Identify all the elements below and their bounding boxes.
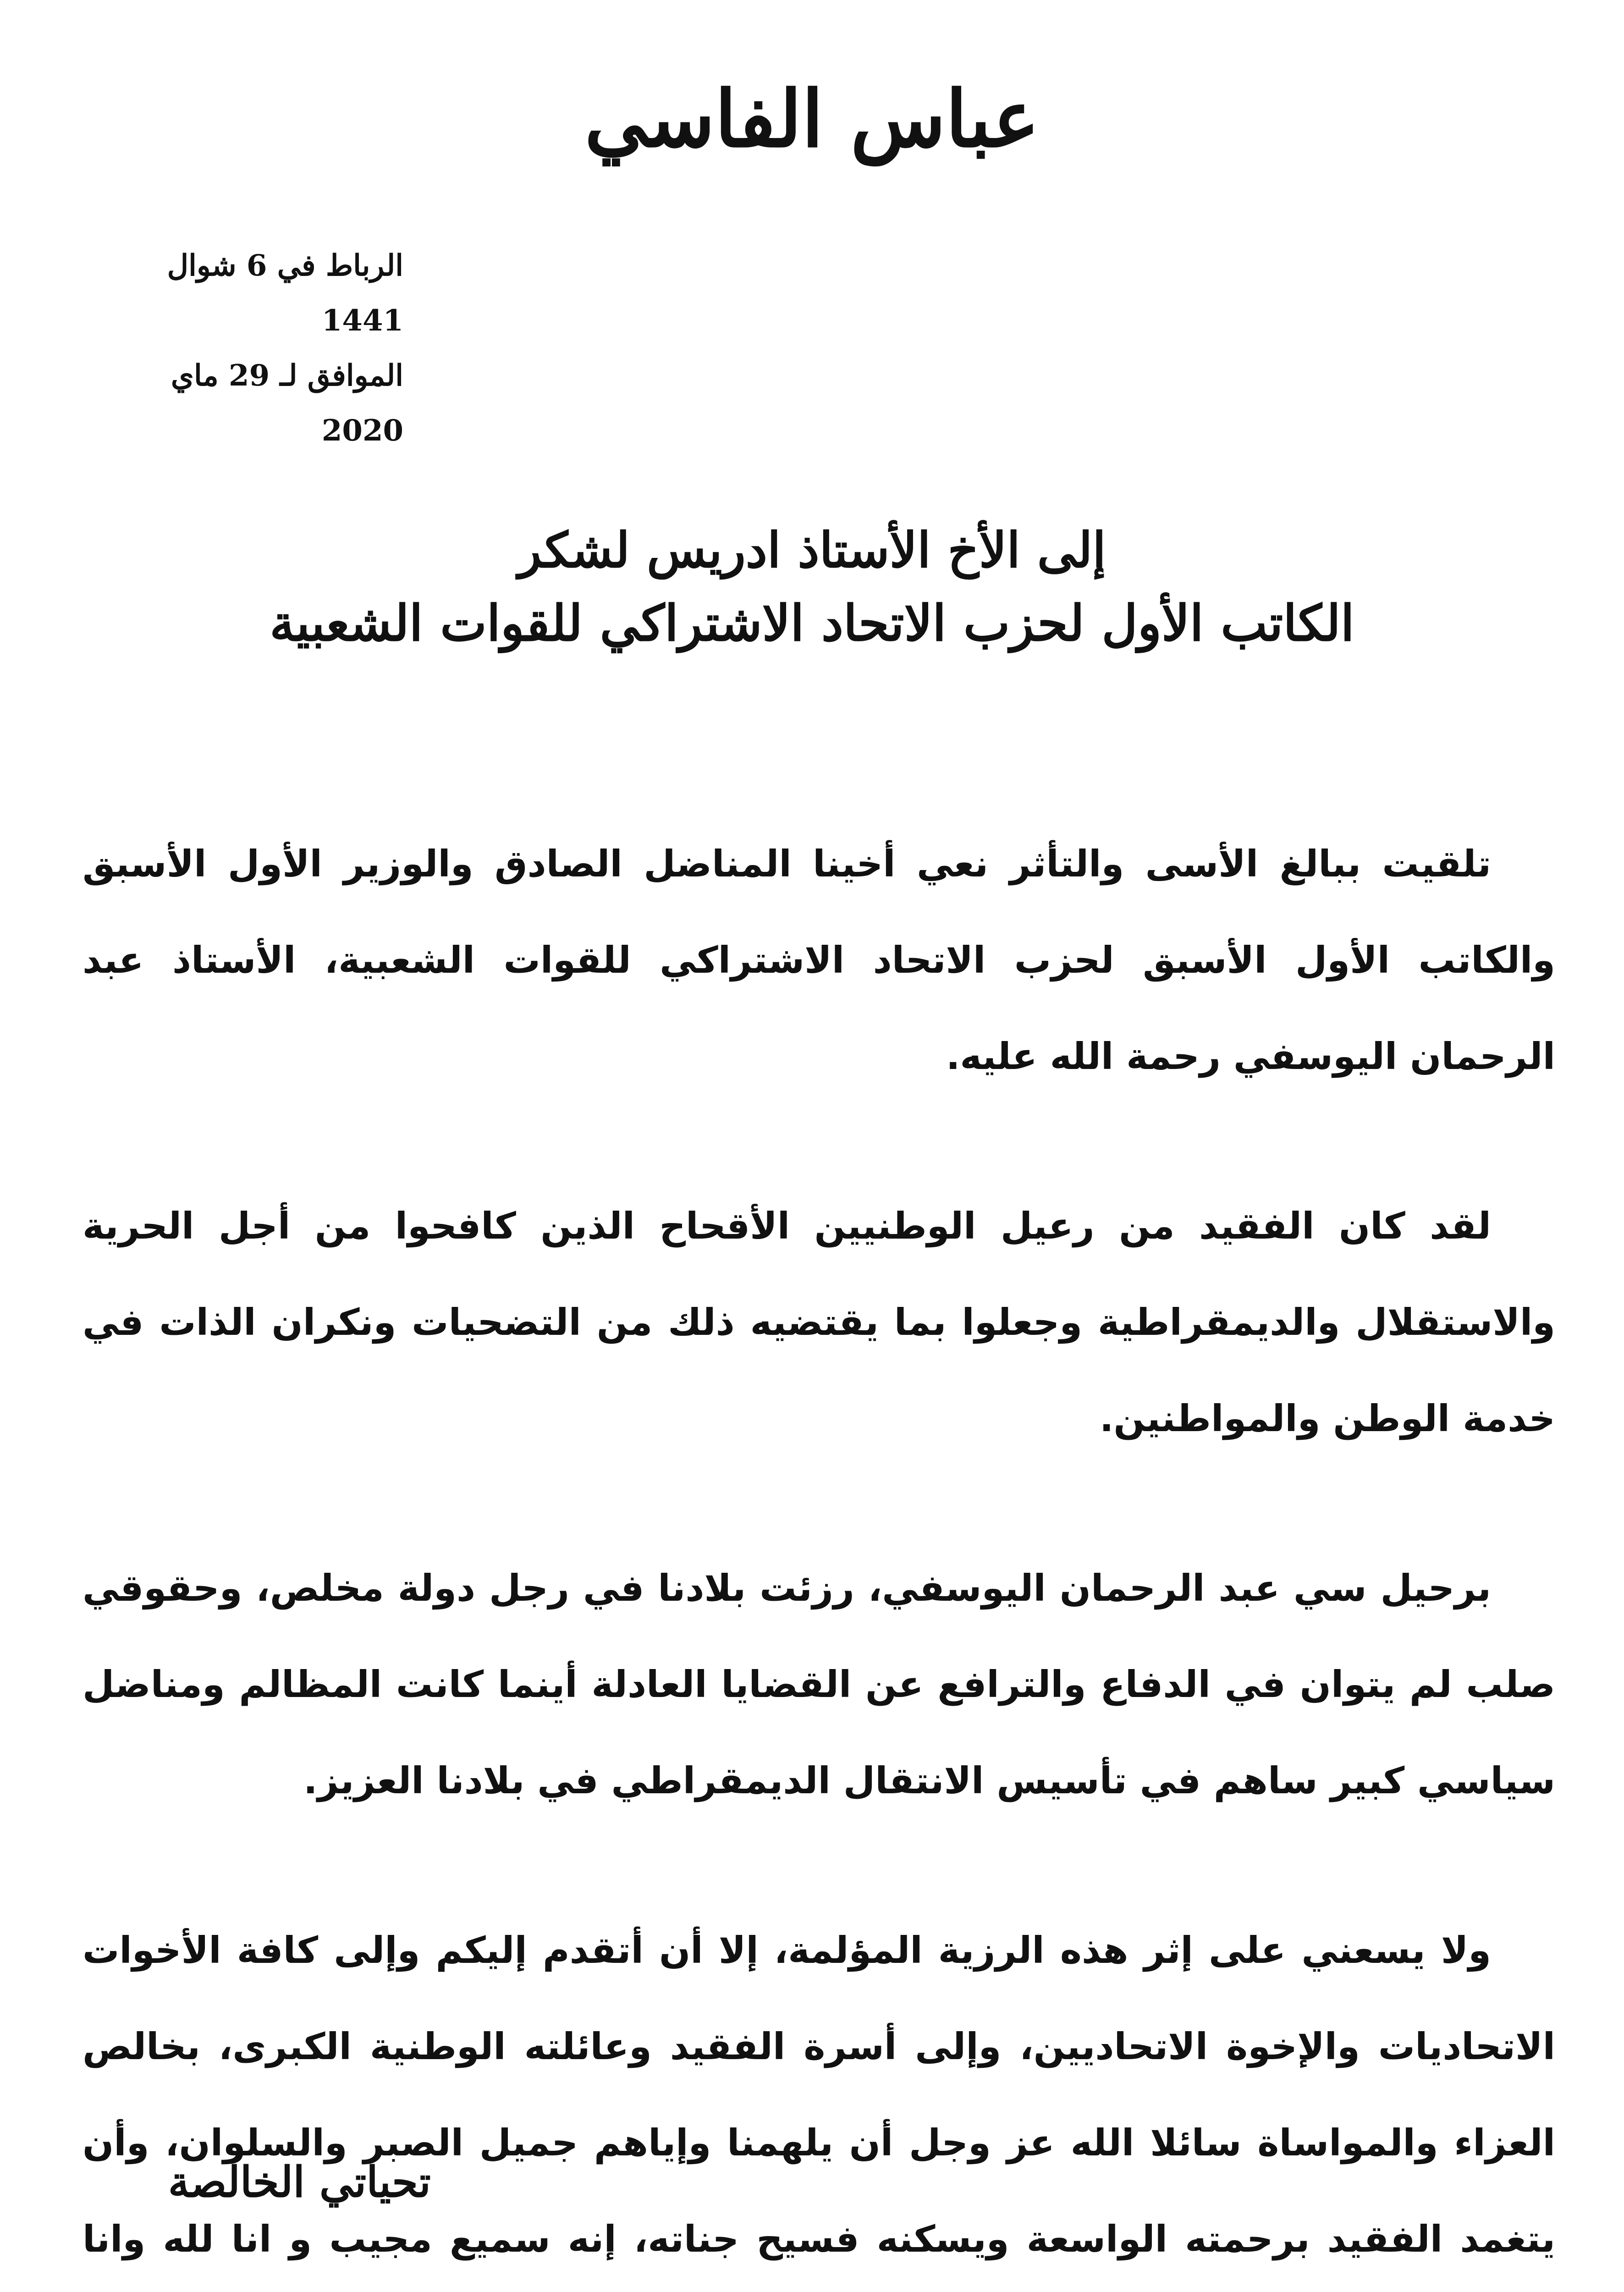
recipient-block	[0, 513, 1624, 660]
body-paragraph: تلقيت ببالغ الأسى والتأثر نعي أخينا المناضل الصادق والوزير الأول الأسبق والكاتب الأول الأسبق لحزب الاتحاد الاشتراكي للقوات الشعبية، الأستاذ عبد الرحمان اليوسفي رحمة الله عليه.	[83, 843, 1555, 1078]
letterhead-name: عباس الفاسي	[584, 73, 1040, 165]
hijri-date: الرباط في 6 شوال 1441	[167, 248, 403, 338]
recipient-name: إلى الأخ الأستاذ ادريس لشكر	[518, 521, 1106, 579]
date-block	[83, 238, 403, 458]
closing-greeting: تحياتي الخالصة	[168, 2157, 431, 2207]
body-paragraph: برحيل سي عبد الرحمان اليوسفي، رزئت بلادنا في رجل دولة مخلص، وحقوقي صلب لم يتوان في الدفاع والترافع عن القضايا العادلة أينما كانت المظالم ومناضل سياسي كبير ساهم في تأسيس الانتقال الديمقراطي في بلادنا العزيز.	[83, 1567, 1555, 1802]
body-paragraph: ولا يسعني على إثر هذه الرزية المؤلمة، إلا أن أتقدم إليكم وإلى كافة الأخوات الاتحاديات والإخوة الاتحاديين، وإلى أسرة الفقيد وعائلته الوطنية الكبرى، بخالص العزاء والمواساة سائلا الله عز وجل أن يلهمنا وإياهم جميل الصبر والسلوان، وأن يتغمد الفقيد برحمته الواسعة ويسكنه فسيح جناته، إنه سميع مجيب و انا لله وانا	[83, 1929, 1555, 2260]
recipient-title: الكاتب الأول لحزب الاتحاد الاشتراكي للقوات الشعبية	[270, 595, 1354, 652]
gregorian-date: الموافق لـ 29 ماي 2020	[171, 358, 403, 448]
body-paragraph: لقد كان الفقيد من رعيل الوطنيين الأقحاح الذين كافحوا من أجل الحرية والاستقلال والديمقراطية وجعلوا بما يقتضيه ذلك من التضحيات ونكران الذات في خدمة الوطن والمواطنين.	[83, 1205, 1555, 1440]
letter-body	[83, 816, 1555, 2292]
